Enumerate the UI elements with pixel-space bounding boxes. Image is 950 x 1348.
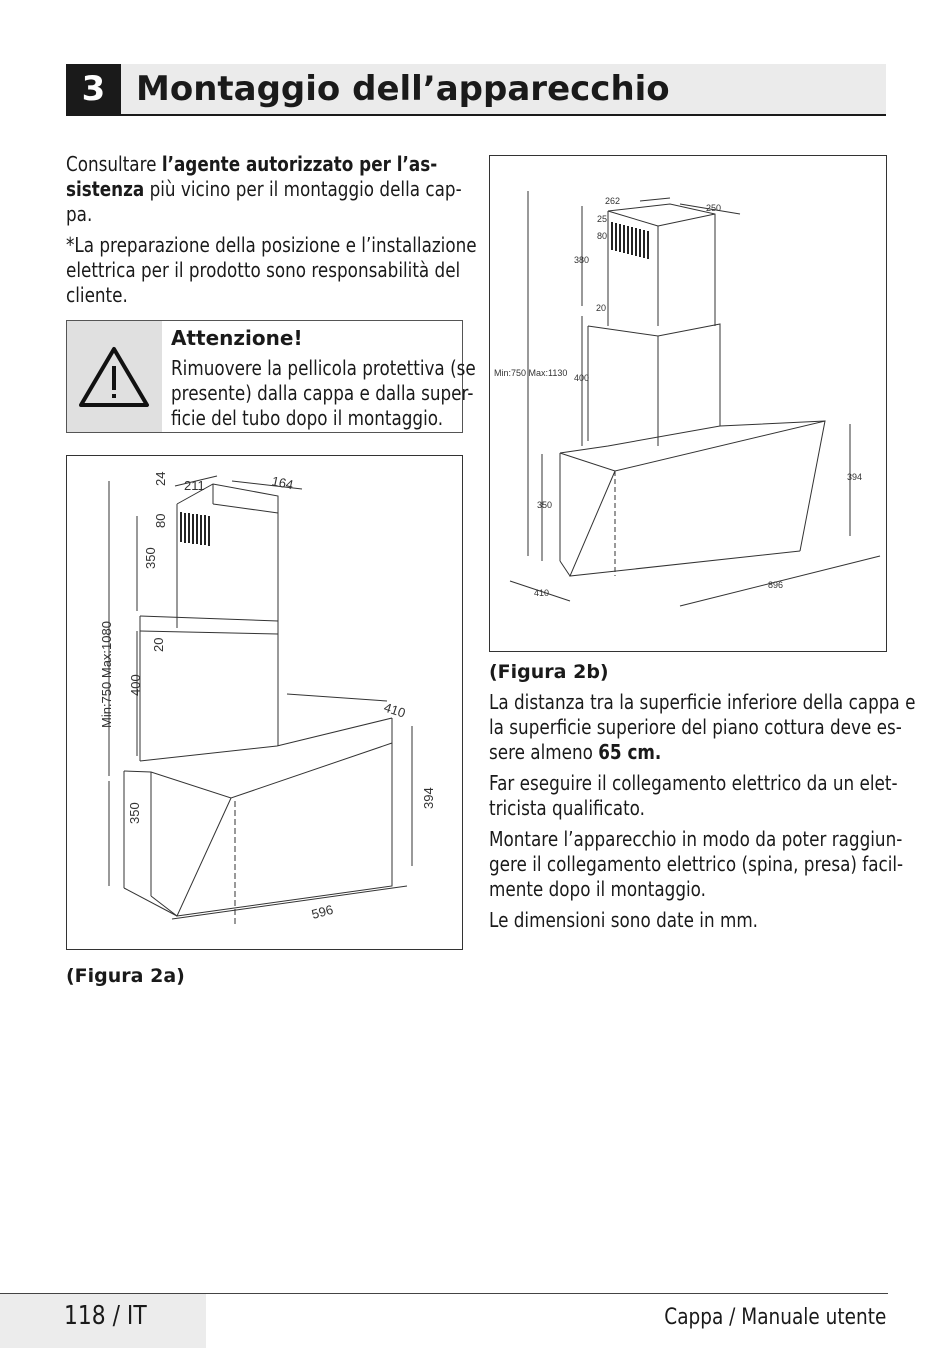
right-p1-line-2: la superficie superiore del piano cottura deve es- xyxy=(489,715,902,739)
right-p3-line-3: mente dopo il montaggio. xyxy=(489,877,707,901)
warning-box xyxy=(66,320,476,433)
fig-b-dim-896: 896 xyxy=(768,580,784,590)
right-p3-line-2: gere il collegamento elettrico (spina, presa) facil- xyxy=(489,852,904,876)
warning-line-1: Rimuovere la pellicola protettiva (se xyxy=(171,356,476,380)
fig-b-dim-400: 400 xyxy=(574,373,590,383)
figure-2b-caption: (Figura 2b) xyxy=(489,661,609,683)
fig-a-dim-range: Min:750 Max:1080 xyxy=(99,621,114,728)
warning-icon-panel xyxy=(67,321,162,432)
figure-2a-drawing xyxy=(67,456,462,949)
figure-2b-drawing xyxy=(490,156,886,651)
intro-line-6: cliente. xyxy=(66,283,128,307)
right-p1-line-3: sere almeno 65 cm. xyxy=(489,740,662,764)
right-p4-line-1: Le dimensioni sono date in mm. xyxy=(489,908,759,932)
fig-a-dim-394: 394 xyxy=(421,787,436,809)
fig-a-dim-20: 20 xyxy=(151,637,166,652)
intro-line-2: sistenza più vicino per il montaggio della cap- xyxy=(66,177,462,201)
intro-line-5: elettrica per il prodotto sono responsabilità del xyxy=(66,258,461,282)
fig-b-dim-380: 380 xyxy=(574,255,590,265)
fig-a-dim-596: 596 xyxy=(309,901,335,922)
fig-b-dim-25: 25 xyxy=(597,214,608,224)
right-p1-line-1: La distanza tra la superficie inferiore della cappa e xyxy=(489,690,916,714)
right-p3-line-1: Montare l’apparecchio in modo da poter raggiun- xyxy=(489,827,903,851)
footer-page-number: 118 / IT xyxy=(64,1301,147,1331)
figure-2a xyxy=(66,455,463,950)
intro-line-4: *La preparazione della posizione e l’installazione xyxy=(66,233,477,257)
warning-line-3: ficie del tubo dopo il montaggio. xyxy=(171,406,444,430)
fig-a-dim-350-top: 350 xyxy=(143,547,158,569)
warning-title: Attenzione! xyxy=(171,326,303,350)
section-title: Montaggio dell’apparecchio xyxy=(136,69,670,109)
fig-a-dim-410: 410 xyxy=(382,699,408,721)
footer-document-title: Cappa / Manuale utente xyxy=(663,1305,886,1330)
right-p2-line-1: Far eseguire il collegamento elettrico da un elet- xyxy=(489,771,898,795)
intro-line-3: pa. xyxy=(66,202,93,226)
fig-a-dim-164: 164 xyxy=(270,473,295,493)
figure-2b xyxy=(489,155,887,652)
fig-b-dim-262: 262 xyxy=(605,196,621,206)
fig-b-dim-350: 350 xyxy=(537,500,553,510)
fig-a-dim-80: 80 xyxy=(153,513,168,528)
fig-a-dim-350-bottom: 350 xyxy=(127,802,142,824)
fig-b-dim-80: 80 xyxy=(597,231,608,241)
fig-b-dim-range: Min:750 Max:1130 xyxy=(494,368,568,378)
intro-line-1: Consultare l’agente autorizzato per l’as- xyxy=(66,152,438,176)
warning-line-2: presente) dalla cappa e dalla super- xyxy=(171,381,474,405)
section-number: 3 xyxy=(66,64,121,114)
right-p2-line-2: tricista qualificato. xyxy=(489,796,646,820)
warning-triangle-icon xyxy=(67,321,162,432)
fig-a-dim-24: 24 xyxy=(153,471,168,486)
fig-a-dim-400: 400 xyxy=(128,674,143,696)
section-header xyxy=(66,64,886,116)
fig-b-dim-394: 394 xyxy=(847,472,863,482)
fig-b-dim-20: 20 xyxy=(596,303,607,313)
fig-b-dim-410: 410 xyxy=(534,588,550,598)
fig-b-dim-250: 250 xyxy=(706,203,722,213)
figure-2a-caption: (Figura 2a) xyxy=(66,965,185,987)
fig-a-dim-211: 211 xyxy=(184,478,205,493)
